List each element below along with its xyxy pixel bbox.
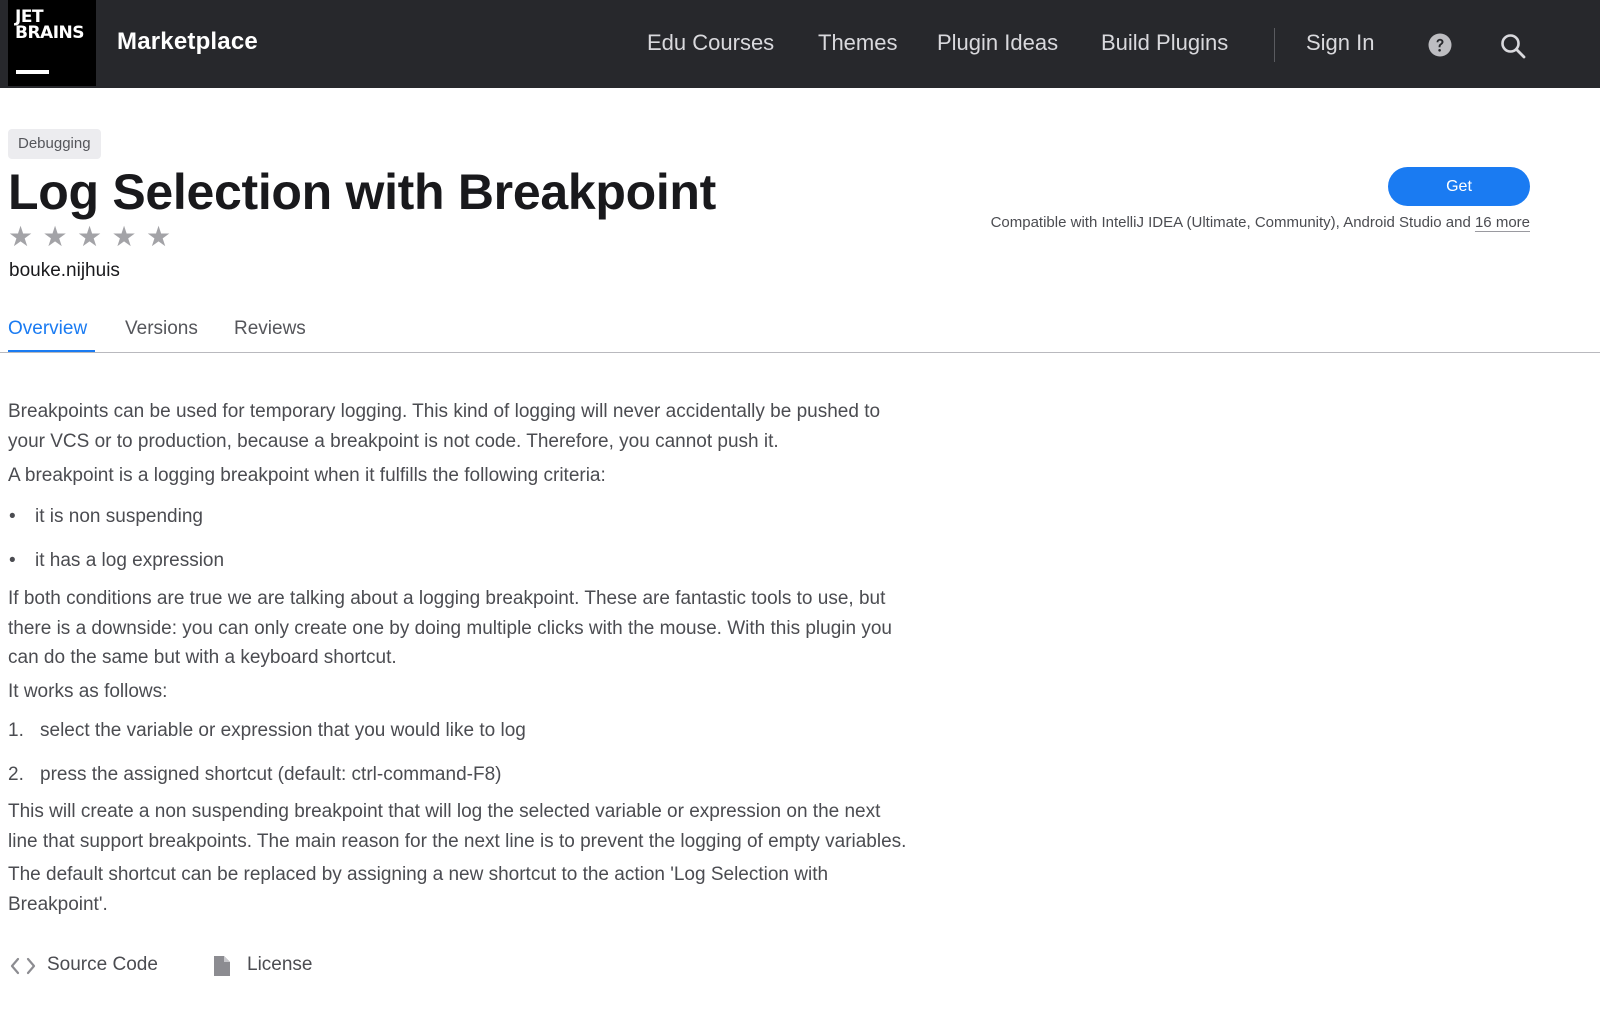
star-icon: ★ — [42, 221, 68, 252]
sign-in-link[interactable]: Sign In — [1306, 30, 1375, 55]
tab-overview[interactable]: Overview — [8, 318, 88, 339]
description-line: can do the same but with a keyboard shortcut. — [8, 647, 397, 668]
description-line: Breakpoints can be used for temporary logging. This kind of logging will never accidentally be pushed to — [8, 401, 881, 422]
nav-divider — [1274, 28, 1275, 62]
search-icon[interactable] — [1499, 32, 1527, 60]
description-line: Breakpoint'. — [8, 893, 108, 915]
description-paragraph — [8, 797, 1008, 856]
category-badge[interactable]: Debugging — [8, 129, 101, 159]
logo-text-line1: JET — [15, 7, 44, 27]
description-line: line that support breakpoints. The main reason for the next line is to prevent the logging of empty variables. — [8, 830, 907, 852]
tabs-divider — [0, 352, 1600, 353]
top-navigation-bar — [0, 0, 1600, 88]
nav-plugin-ideas[interactable]: Plugin Ideas — [937, 30, 1059, 55]
step-number: 1. — [8, 720, 24, 741]
license-link[interactable]: License — [247, 954, 313, 975]
logo-text-line2: BRAINS — [15, 23, 85, 43]
help-icon[interactable] — [1428, 33, 1452, 57]
marketplace-brand-link[interactable]: Marketplace — [117, 28, 258, 55]
criteria-item: it is non suspending — [35, 506, 203, 527]
description-line: This will create a non suspending breakpoint that will log the selected variable or expression on the next — [8, 801, 881, 822]
nav-themes[interactable]: Themes — [818, 30, 898, 55]
rating-stars — [8, 222, 181, 252]
description-paragraph — [8, 397, 1008, 456]
description-paragraph: A breakpoint is a logging breakpoint when it fulfills the following criteria: — [8, 465, 606, 486]
nav-build-plugins[interactable]: Build Plugins — [1101, 30, 1229, 55]
compatibility-info — [991, 214, 1530, 231]
compatibility-more-link[interactable]: 16 more — [1474, 214, 1530, 231]
description-paragraph: It works as follows: — [8, 681, 168, 702]
plugin-author-link[interactable]: bouke.nijhuis — [9, 260, 120, 281]
step-number: 2. — [8, 764, 24, 785]
step-item: press the assigned shortcut (default: ctrl-command-F8) — [40, 764, 502, 785]
jetbrains-logo[interactable] — [8, 0, 96, 86]
bullet-icon: • — [9, 506, 16, 527]
file-icon — [213, 955, 231, 977]
description-line: your VCS or to production, because a breakpoint is not code. Therefore, you cannot push it. — [8, 430, 779, 452]
compatibility-text: Compatible with IntelliJ IDEA (Ultimate, Community), Android Studio and — [990, 214, 1471, 231]
nav-edu-courses[interactable]: Edu Courses — [647, 30, 775, 55]
get-button[interactable]: Get — [1388, 167, 1530, 206]
logo-underscore — [16, 70, 49, 74]
description-line: If both conditions are true we are talking about a logging breakpoint. These are fantastic tools to use, but — [8, 588, 886, 609]
star-icon: ★ — [8, 221, 34, 252]
tab-reviews[interactable]: Reviews — [234, 318, 306, 339]
star-icon: ★ — [111, 221, 137, 252]
star-icon: ★ — [77, 221, 103, 252]
bullet-icon: • — [9, 550, 16, 571]
criteria-item: it has a log expression — [35, 550, 225, 571]
description-paragraph — [8, 860, 1008, 919]
tab-versions[interactable]: Versions — [125, 318, 198, 339]
plugin-title: Log Selection with Breakpoint — [8, 164, 717, 220]
description-paragraph — [8, 584, 1008, 673]
code-icon — [10, 956, 36, 976]
description-line: there is a downside: you can only create one by doing multiple clicks with the mouse. With this plugin you — [8, 617, 892, 639]
description-line: The default shortcut can be replaced by assigning a new shortcut to the action 'Log Selection with — [8, 864, 829, 885]
source-code-link[interactable]: Source Code — [47, 954, 158, 975]
step-item: select the variable or expression that you would like to log — [40, 720, 526, 741]
star-icon: ★ — [146, 221, 172, 252]
